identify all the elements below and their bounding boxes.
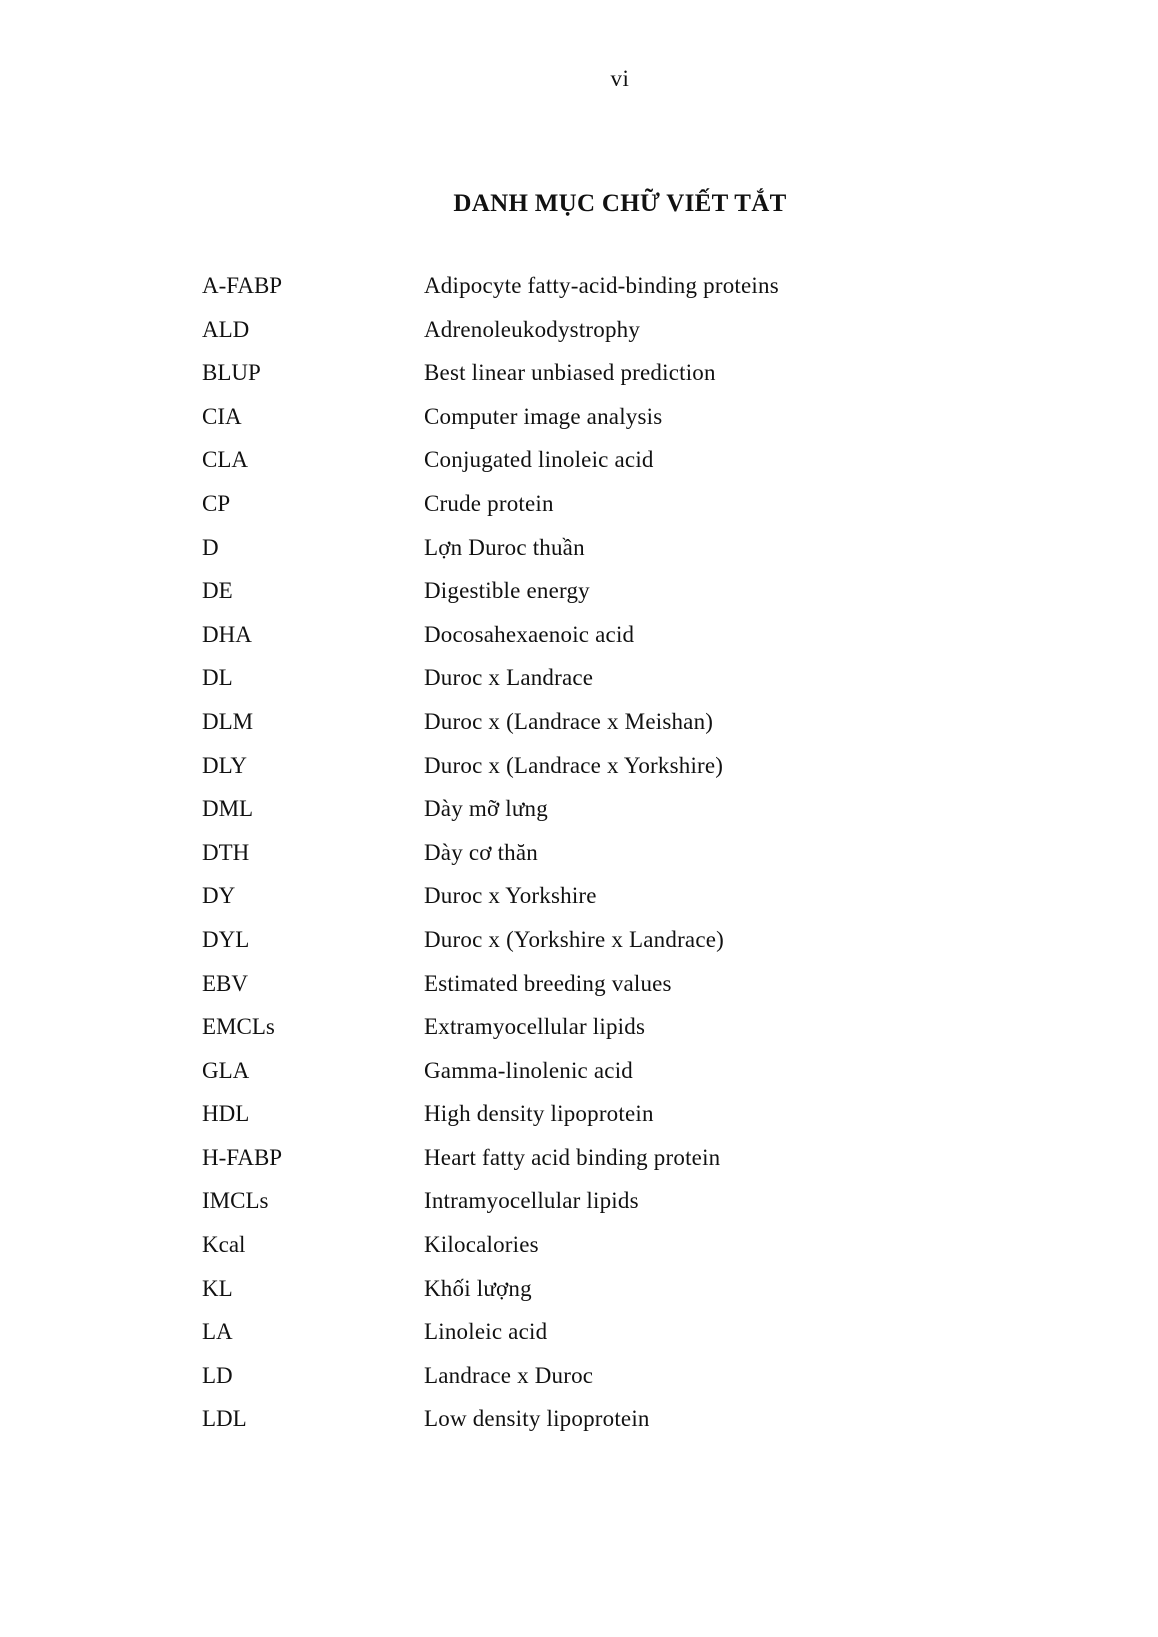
abbreviation-term: CP <box>202 490 231 516</box>
abbreviation-definition: Intramyocellular lipids <box>424 1188 639 1214</box>
abbreviation-row <box>202 966 1022 1010</box>
abbreviation-definition: Best linear unbiased prediction <box>424 360 716 386</box>
abbreviation-row <box>202 442 1022 486</box>
abbreviation-row <box>202 704 1022 748</box>
abbreviation-row <box>202 312 1022 356</box>
abbreviation-row <box>202 1140 1022 1184</box>
abbreviation-row <box>202 1401 1022 1445</box>
abbreviation-term: DLY <box>202 752 247 778</box>
abbreviation-definition: Adrenoleukodystrophy <box>424 316 641 342</box>
abbreviation-row <box>202 486 1022 530</box>
abbreviation-term: DLM <box>202 708 254 734</box>
abbreviation-row <box>202 1053 1022 1097</box>
abbreviation-definition: Digestible energy <box>424 578 590 604</box>
abbreviation-definition: Khối lượng <box>424 1275 532 1301</box>
abbreviation-definition: Duroc x Landrace <box>424 665 594 691</box>
abbreviation-definition: Conjugated linoleic acid <box>424 447 654 473</box>
abbreviation-definition: Heart fatty acid binding protein <box>424 1144 721 1170</box>
abbreviation-term: HDL <box>202 1101 250 1127</box>
abbreviation-term: DTH <box>202 839 250 865</box>
abbreviation-row <box>202 748 1022 792</box>
abbreviation-term: DML <box>202 796 254 822</box>
abbreviation-term: KL <box>202 1275 233 1301</box>
abbreviation-term: ALD <box>202 316 250 342</box>
abbreviation-definition: Linoleic acid <box>424 1319 548 1345</box>
abbreviation-term: IMCLs <box>202 1188 269 1214</box>
abbreviation-definition: High density lipoprotein <box>424 1101 654 1127</box>
abbreviation-term: GLA <box>202 1057 250 1083</box>
abbreviation-definition: Estimated breeding values <box>424 970 672 996</box>
abbreviation-definition: Landrace x Duroc <box>424 1362 594 1388</box>
abbreviation-term: LDL <box>202 1406 247 1432</box>
page-title: DANH MỤC CHỮ VIẾT TẮT <box>453 190 787 217</box>
abbreviation-definition: Gamma-linolenic acid <box>424 1057 634 1083</box>
abbreviation-term: DYL <box>202 926 250 952</box>
abbreviation-definition: Dày mỡ lưng <box>424 796 548 822</box>
abbreviation-row <box>202 1009 1022 1053</box>
abbreviation-definition: Kilocalories <box>424 1232 539 1258</box>
abbreviation-row <box>202 791 1022 835</box>
abbreviation-row <box>202 660 1022 704</box>
abbreviation-list <box>202 268 1022 1445</box>
abbreviation-definition: Duroc x (Landrace x Yorkshire) <box>424 752 724 778</box>
abbreviation-row <box>202 1183 1022 1227</box>
abbreviation-definition: Low density lipoprotein <box>424 1406 650 1432</box>
page-number: vi <box>610 66 630 91</box>
abbreviation-definition: Docosahexaenoic acid <box>424 621 635 647</box>
abbreviation-term: A-FABP <box>202 273 283 298</box>
abbreviation-definition: Duroc x (Yorkshire x Landrace) <box>424 926 725 952</box>
abbreviation-term: DHA <box>202 621 252 647</box>
abbreviation-definition: Computer image analysis <box>424 403 663 429</box>
abbreviation-row <box>202 878 1022 922</box>
abbreviation-definition: Dày cơ thăn <box>424 839 538 865</box>
abbreviation-definition: Lợn Duroc thuần <box>424 534 585 560</box>
abbreviation-term: DL <box>202 665 233 691</box>
abbreviation-term: EBV <box>202 970 248 996</box>
abbreviation-term: CLA <box>202 447 248 473</box>
abbreviation-row <box>202 573 1022 617</box>
abbreviation-term: DY <box>202 883 236 909</box>
abbreviation-row <box>202 355 1022 399</box>
abbreviation-term: DE <box>202 578 233 604</box>
abbreviation-definition: Extramyocellular lipids <box>424 1014 646 1040</box>
abbreviation-term: EMCLs <box>202 1014 275 1040</box>
abbreviation-row <box>202 922 1022 966</box>
abbreviation-term: BLUP <box>202 360 261 386</box>
abbreviation-row <box>202 1358 1022 1402</box>
abbreviation-row <box>202 835 1022 879</box>
abbreviation-term: Kcal <box>202 1232 246 1258</box>
abbreviation-term: CIA <box>202 403 242 429</box>
abbreviation-row <box>202 268 1022 312</box>
abbreviation-definition: Duroc x Yorkshire <box>424 883 597 909</box>
abbreviation-definition: Duroc x (Landrace x Meishan) <box>424 708 714 734</box>
abbreviation-row <box>202 1314 1022 1358</box>
abbreviation-row <box>202 530 1022 574</box>
abbreviation-definition: Crude protein <box>424 490 554 516</box>
abbreviation-term: LD <box>202 1362 233 1388</box>
abbreviation-row <box>202 1227 1022 1271</box>
abbreviation-row <box>202 399 1022 443</box>
abbreviation-term: D <box>202 534 219 560</box>
abbreviation-row <box>202 1271 1022 1315</box>
abbreviation-row <box>202 1096 1022 1140</box>
abbreviation-term: H-FABP <box>202 1144 283 1170</box>
abbreviation-term: LA <box>202 1319 233 1345</box>
abbreviation-row <box>202 617 1022 661</box>
abbreviation-definition: Adipocyte fatty-acid-binding proteins <box>424 273 779 298</box>
